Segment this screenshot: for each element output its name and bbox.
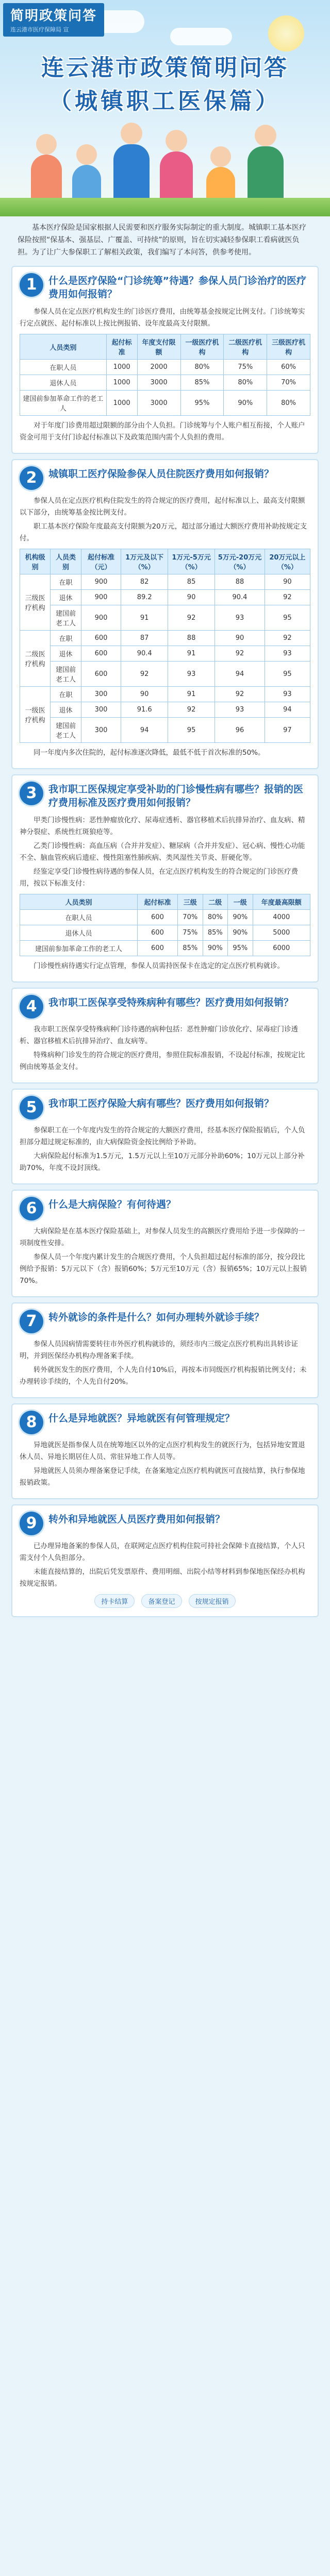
tag-badge: 简明政策问答 连云港市医疗保障局 宣: [3, 3, 104, 37]
tag-pill: 持卡结算: [94, 1594, 135, 1608]
section-question: 转外和异地就医人员医疗费用如何报销？: [48, 1514, 225, 1525]
intro-text: 基本医疗保险是国家根据人民需要和医疗服务实际制定的重大制度。城镇职工基本医疗保险按照“保基本、强基层、广覆盖、可持续”的原则，旨在切实减轻参保职工看病就医负担。为了让广大参保职工了解相关政策，我们编写了本问答，供参考使用。: [18, 224, 306, 257]
table-row: 在职人员 1000 2000 80% 75% 60%: [20, 360, 310, 375]
sun-icon: [268, 15, 304, 52]
table-row: 建国前参加革命工作的老工人 600 85% 90% 95% 6000: [20, 941, 310, 956]
table-row: 退休 300 91.6 92 93 94: [20, 702, 310, 718]
section-number: 1: [20, 273, 43, 297]
section-number: 6: [20, 1197, 43, 1221]
table-row: 建国前老工人 300 94 95 96 97: [20, 718, 310, 743]
table-row: 二级医疗机构 在职 600 87 88 90 92: [20, 631, 310, 646]
table-row: 建国前参加革命工作的老工人 1000 3000 95% 90% 80%: [20, 391, 310, 416]
section-question: 城镇职工医疗保险参保人员住院医疗费用如何报销？: [48, 468, 274, 480]
section-number: 4: [20, 995, 43, 1019]
section-7: 7 转外就诊的条件是什么？如何办理转外就诊手续？ 参保人员因病情需要转往市外医疗机构就诊的，须经市内三级定点医疗机构出具转诊证明，并到医保经办机构办理备案手续。 转外就医发生的医疗费用，个人先自付10%后，再按本市同级医疗机构报销比例支付；未办理转诊手续的，个人先自付20%。: [11, 1302, 319, 1398]
table-row: 在职人员 600 70% 80% 90% 4000: [20, 910, 310, 925]
table-chronic: 人员类别 起付标准 三级 二级 一级 年度最高限额 在职人员 600 70% 80% 90% 4000 退休人员 600 75% 85% 90% 5000 建国前参加革命工作的老工人 600 85% 90% 95% 6000: [20, 894, 310, 956]
table-row: 退休人员 600 75% 85% 90% 5000: [20, 925, 310, 941]
section-8: 8 什么是异地就医？异地就医有何管理规定？ 异地就医是指参保人员在统筹地区以外的定点医疗机构发生的就医行为，包括异地安置退休人员、异地长期居住人员、常驻异地工作人员等。 异地就医人员须办理备案登记手续，在备案地定点医疗机构就医可直接结算，执行参保地报销政策。: [11, 1403, 319, 1499]
section-6: 6 什么是大病保险？有何待遇？ 大病保险是在基本医疗保险基础上，对参保人员发生的高额医疗费用给予进一步保障的一项制度性安排。 参保人员一个年度内累计发生的合规医疗费用，个人负担超过起付标准的部分，按分段比例给予报销：5万元以下（含）报销60%；5万元至10万元（含）报销65%；10万元以上报销70%。: [11, 1190, 319, 1297]
people-illustration: [0, 124, 330, 216]
table-row: 退休人员 1000 3000 85% 80% 70%: [20, 375, 310, 391]
section-number: 3: [20, 782, 43, 805]
tag-pill: 按规定报销: [189, 1594, 236, 1608]
section-question: 我市职工医疗保险大病有哪些？医疗费用如何报销？: [48, 1098, 274, 1109]
table-inpatient: 机构级别 人员类别 起付标准（元） 1万元及以下（%） 1万元-5万元（%） 5万元-20万元（%） 20万元以上（%） 三级医疗机构 在职 900 82 85 88 90 退休 900 89.2 90 90.4 92 建国前老工人 900 91 92 93 95 二级医疗机构 在职 600 87 88 90 92 退休 600 90.4 91 92 93 建国前老工人 600 92 93 94 95 一级医疗机构 在职 300 90 91 92 93 退休 300 91.6 92 93 94 建国前老工人 300 94 95 96 97: [20, 549, 310, 743]
section-number: 7: [20, 1310, 43, 1333]
table-row: 建国前老工人 600 92 93 94 95: [20, 662, 310, 687]
page-subtitle: （城镇职工医保篇）: [49, 88, 281, 114]
table-row: 建国前老工人 900 91 92 93 95: [20, 605, 310, 631]
section-4: 4 我市职工医保享受特殊病种有哪些？医疗费用如何报销？ 我市职工医保享受特殊病种门诊待遇的病种包括：恶性肿瘤门诊放化疗、尿毒症门诊透析、器官移植术后抗排异治疗、血友病等。 特殊病种门诊发生的符合规定的医疗费用，参照住院标准报销，不设起付标准，按规定比例由统筹基金支付。: [11, 988, 319, 1083]
section-1: 1 什么是医疗保险“门诊统筹”待遇？参保人员门诊治疗的医疗费用如何报销？ 参保人员在定点医疗机构发生的门诊医疗费用，由统筹基金按规定比例支付。门诊统筹实行定点就医、起付标准以上按比例报销、设年度最高支付限额。 人员类别 起付标准 年度支付限额 一级医疗机构 二级医疗机构 三级医疗机构 在职人员 1000 2000 80% 75% 60% 退休人员 1000 3000 85% 80% 70% 建国前参加革命工作的老工人 1000 3000 95% 90% 80% 对于年度门诊费用超过限额的部分由个人负担。门诊统筹与个人账户相互衔接，个人账户资金可用于支付门诊起付标准以下及政策范围内需个人负担的费用。: [11, 266, 319, 454]
section-question: 什么是大病保险？有何待遇？: [48, 1199, 176, 1210]
table-row: 三级医疗机构 在职 900 82 85 88 90: [20, 574, 310, 590]
section-number: 2: [20, 466, 43, 490]
section-question: 我市职工医保享受特殊病种有哪些？医疗费用如何报销？: [48, 997, 294, 1008]
section-number: 8: [20, 1411, 43, 1434]
hero-banner: [0, 0, 330, 216]
table-row: 退休 900 89.2 90 90.4 92: [20, 590, 310, 605]
section-question: 什么是医疗保险“门诊统筹”待遇？参保人员门诊治疗的医疗费用如何报销？: [48, 275, 306, 300]
section-3: 3 我市职工医保规定享受补助的门诊慢性病有哪些？报销的医疗费用标准及医疗费用如何报销？ 甲类门诊慢性病：恶性肿瘤放化疗、尿毒症透析、器官移植术后抗排异治疗、血友病、精神分裂症、系统性红斑狼疮等。 乙类门诊慢性病：高血压病（合并并发症）、糖尿病（合并并发症）、冠心病、慢性心功能不全、脑血管疾病后遗症、慢性阻塞性肺疾病、类风湿性关节炎、肝硬化等。 经鉴定享受门诊慢性病待遇的参保人员，在定点医疗机构发生的符合规定的门诊医疗费用，按以下标准支付： 人员类别 起付标准 三级 二级 一级 年度最高限额 在职人员 600 70% 80% 90% 4000 退休人员 600 75% 85% 90% 5000 建国前参加革命工作的老工人 600 85% 90% 95% 6000 门诊慢性病待遇实行定点管理，参保人员需持医保卡在选定的定点医疗机构就诊。: [11, 774, 319, 982]
page-title: 连云港市政策简明问答: [41, 55, 289, 81]
section-number: 5: [20, 1096, 43, 1120]
section-number: 9: [20, 1512, 43, 1535]
tag-pill: 备案登记: [141, 1594, 182, 1608]
section-9: 9 转外和异地就医人员医疗费用如何报销？ 已办理异地备案的参保人员，在联网定点医疗机构住院可持社会保障卡直接结算，个人只需支付个人负担部分。 未能直接结算的，出院后凭发票原件、费用明细、出院小结等材料到参保地医保经办机构按规定报销。 持卡结算 备案登记 按规定报销: [11, 1504, 319, 1617]
section-question: 什么是异地就医？异地就医有何管理规定？: [48, 1413, 235, 1424]
table-row: 退休 600 90.4 91 92 93: [20, 646, 310, 662]
section-5: 5 我市职工医疗保险大病有哪些？医疗费用如何报销？ 参保职工在一个年度内发生的符合规定的大额医疗费用，经基本医疗保险报销后，个人负担部分超过规定标准的，由大病保险资金按比例给予补助。 大病保险起付标准为1.5万元，1.5万元以上至10万元部分补助60%；10万元以上部分补助70%，年度不设封顶线。: [11, 1089, 319, 1184]
table-row: 一级医疗机构 在职 300 90 91 92 93: [20, 687, 310, 702]
section-2: 2 城镇职工医疗保险参保人员住院医疗费用如何报销？ 参保人员在定点医疗机构住院发生的符合规定的医疗费用，起付标准以上、最高支付限额以下部分，由统筹基金按比例支付。 职工基本医疗保险年度最高支付限额为20万元，超过部分通过大额医疗费用补助按规定支付。 机构级别 人员类别 起付标准（元） 1万元及以下（%） 1万元-5万元（%） 5万元-20万元（%） 20万元以上（%） 三级医疗机构 在职 900 82 85 88 90 退休 900 89.2 90 90.4 92 建国前老工人 900 91 92 93 95 二级医疗机构 在职 600 87 88 90 92 退休 600 90.4 91 92 93 建国前老工人 600 92 93 94 95 一级医疗机构 在职 300 90 91 92 93 退休 300 91.6 92 93 94 建国前老工人 300 94 95 96 97 同一年度内多次住院的，起付标准逐次降低，最低不低于首次标准的50%。: [11, 459, 319, 769]
section-question: 转外就诊的条件是什么？如何办理转外就诊手续？: [48, 1312, 265, 1323]
table-outpatient: 人员类别 起付标准 年度支付限额 一级医疗机构 二级医疗机构 三级医疗机构 在职人员 1000 2000 80% 75% 60% 退休人员 1000 3000 85% 80% 70% 建国前参加革命工作的老工人 1000 3000 95% 90% 80%: [20, 334, 310, 416]
section-question: 我市职工医保规定享受补助的门诊慢性病有哪些？报销的医疗费用标准及医疗费用如何报销？: [48, 784, 304, 808]
